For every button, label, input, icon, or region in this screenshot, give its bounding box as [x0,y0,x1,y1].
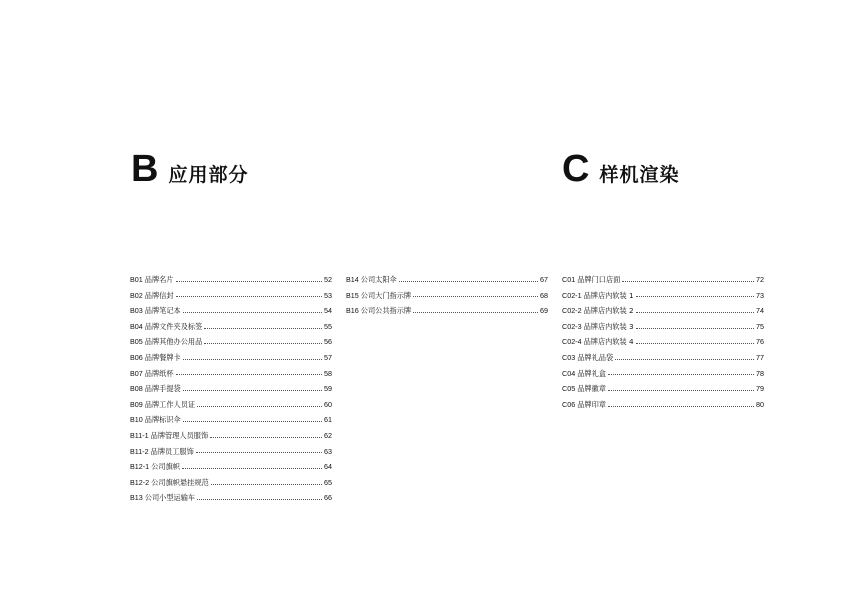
toc-entry-page: 61 [324,415,332,425]
toc-entry[interactable] [130,334,332,350]
toc-entry-label: 品牌店内软装 1 [583,290,634,300]
toc-dot-leader [211,483,322,485]
toc-entry[interactable] [346,288,548,304]
toc-entry-page: 52 [324,275,332,284]
toc-entry-label: 品牌店内软装 2 [583,306,634,316]
toc-dot-leader [608,405,754,407]
toc-dot-leader [622,280,754,282]
toc-entry-page: 67 [540,275,548,284]
toc-dot-leader [176,373,322,375]
toc-entry-code: C02-2 [562,306,582,316]
toc-entry-label: 品牌信封 [144,290,174,300]
toc-entry-label: 品牌徽章 [577,384,606,394]
toc-entry[interactable] [130,412,332,428]
toc-entry-code: B04 [130,321,143,331]
toc-entry-page: 78 [756,368,764,378]
toc-entry-page: 77 [756,352,764,362]
toc-dot-leader [183,311,322,313]
toc-entry-page: 58 [324,368,332,378]
toc-dot-leader [608,389,754,391]
toc-entry-page: 62 [324,430,332,440]
toc-entry-code: B05 [130,337,143,347]
toc-entry-label: 品牌文件夹及标签 [144,321,203,331]
toc-entry-label: 公司大门指示牌 [360,290,412,300]
toc-dot-leader [176,295,322,297]
toc-entry[interactable] [130,444,332,460]
toc-entry-label: 品牌其他办公用品 [144,337,203,347]
section-c-heading [562,150,679,188]
toc-dot-leader [197,498,322,500]
toc-entry[interactable] [562,319,764,335]
toc-dot-leader [399,280,538,282]
toc-dot-leader [204,342,322,344]
toc-entry-label: 品牌礼盒 [577,368,606,378]
toc-entry-label: 品牌门口店面 [577,275,621,284]
toc-entry[interactable] [130,428,332,444]
toc-dot-leader [413,295,538,297]
toc-entry-code: B09 [130,399,143,409]
toc-entry-label: 品牌管理人员服饰 [150,430,209,440]
toc-dot-leader [615,358,754,360]
toc-entry-code: B06 [130,352,143,362]
section-b-letter: B [131,148,159,190]
toc-entry-page: 54 [324,306,332,316]
toc-entry-page: 53 [324,290,332,300]
toc-entry-page: 69 [540,306,548,316]
toc-entry-label: 公司小型运输车 [144,493,196,503]
toc-entry-label: 品牌店内软装 4 [583,337,634,347]
toc-dot-leader [210,436,322,438]
toc-entry-label: 品牌工作人员证 [144,399,196,409]
toc-entry-page: 55 [324,321,332,331]
toc-entry-code: C04 [562,368,576,378]
toc-entry[interactable] [130,397,332,413]
toc-entry-page: 57 [324,352,332,362]
toc-entry-label: 品牌印章 [577,399,606,409]
toc-entry-page: 65 [324,477,332,487]
toc-entry-code: B12-1 [130,462,150,472]
toc-entry-page: 72 [756,275,764,284]
section-b-title: 应用部分 [168,164,249,186]
toc-entry-label: 公司旗帜悬挂规范 [151,477,209,487]
toc-entry-code: B02 [130,290,143,300]
toc-entry[interactable] [562,350,764,366]
toc-entry[interactable] [562,303,764,319]
toc-entry-code: B12-2 [130,477,150,487]
toc-entry-code: C01 [562,275,576,284]
toc-entry-label: 品牌笔记本 [144,306,181,316]
toc-entry[interactable] [562,272,764,288]
toc-entry[interactable] [130,303,332,319]
toc-entry-page: 59 [324,384,332,394]
toc-dot-leader [608,373,754,375]
toc-entry[interactable] [562,381,764,397]
toc-entry-label: 品牌手提袋 [144,384,181,394]
toc-column-3 [562,272,764,412]
toc-entry-label: 品牌员工服饰 [150,446,194,456]
toc-entry[interactable] [130,272,332,288]
toc-entry[interactable] [346,272,548,288]
toc-column-2 [346,272,548,319]
toc-entry-code: C03 [562,352,576,362]
toc-entry-label: 品牌店内软装 3 [583,321,634,331]
toc-entry-label: 品牌名片 [144,275,174,284]
toc-dot-leader [413,311,538,313]
toc-dot-leader [183,358,322,360]
toc-entry-page: 66 [324,493,332,503]
toc-entry-label: 品牌餐牌卡 [144,352,181,362]
toc-dot-leader [182,467,322,469]
toc-dot-leader [183,389,322,391]
toc-entry-code: B14 [346,275,359,284]
toc-dot-leader [196,451,322,453]
toc-entry[interactable] [130,459,332,475]
toc-entry-code: B10 [130,415,143,425]
toc-entry-page: 75 [756,321,764,331]
section-b-heading [131,150,248,188]
toc-entry-label: 品牌标识伞 [144,415,181,425]
toc-entry-page: 63 [324,446,332,456]
toc-entry[interactable] [562,366,764,382]
toc-entry-page: 79 [756,384,764,394]
toc-entry-code: B07 [130,368,143,378]
toc-entry-code: C06 [562,399,576,409]
toc-entry[interactable] [130,288,332,304]
toc-entry-label: 公司旗帜 [151,462,180,472]
toc-entry-code: B13 [130,493,143,503]
toc-dot-leader [636,327,754,329]
toc-entry-page: 56 [324,337,332,347]
toc-entry-code: B16 [346,306,359,316]
toc-entry-label: 公司公共指示牌 [360,306,412,316]
toc-entry-label: 公司太阳伞 [360,275,397,284]
toc-entry-code: B01 [130,275,143,284]
toc-dot-leader [636,295,754,297]
toc-entry-code: C05 [562,384,576,394]
toc-entry-code: B11-1 [130,430,149,440]
toc-dot-leader [636,342,754,344]
toc-entry[interactable] [130,366,332,382]
toc-entry[interactable] [130,381,332,397]
toc-entry-code: B11-2 [130,446,149,456]
toc-entry-code: C02-4 [562,337,582,347]
toc-entry[interactable] [130,475,332,491]
toc-column-1 [130,272,332,506]
toc-entry[interactable] [562,334,764,350]
toc-entry-code: B03 [130,306,143,316]
toc-entry-page: 80 [756,399,764,409]
toc-entry-code: C02-1 [562,290,582,300]
section-c-letter: C [562,148,590,190]
toc-entry-page: 76 [756,337,764,347]
toc-entry-label: 品牌礼品袋 [577,352,614,362]
toc-entry[interactable] [562,397,764,413]
toc-entry-code: B08 [130,384,143,394]
toc-entry[interactable] [130,319,332,335]
toc-entry-code: B15 [346,290,359,300]
toc-dot-leader [197,405,322,407]
toc-entry-page: 68 [540,290,548,300]
toc-dot-leader [204,327,322,329]
toc-entry-code: C02-3 [562,321,582,331]
toc-entry[interactable] [346,303,548,319]
toc-dot-leader [176,280,322,282]
section-c-title: 样机渲染 [599,164,680,186]
toc-entry-page: 74 [756,306,764,316]
toc-entry[interactable] [130,350,332,366]
toc-entry[interactable] [562,288,764,304]
toc-entry-page: 60 [324,399,332,409]
toc-dot-leader [636,311,754,313]
toc-entry-page: 64 [324,462,332,472]
toc-entry[interactable] [130,490,332,506]
toc-entry-page: 73 [756,290,764,300]
toc-entry-label: 品牌纸杯 [144,368,174,378]
toc-dot-leader [183,420,322,422]
